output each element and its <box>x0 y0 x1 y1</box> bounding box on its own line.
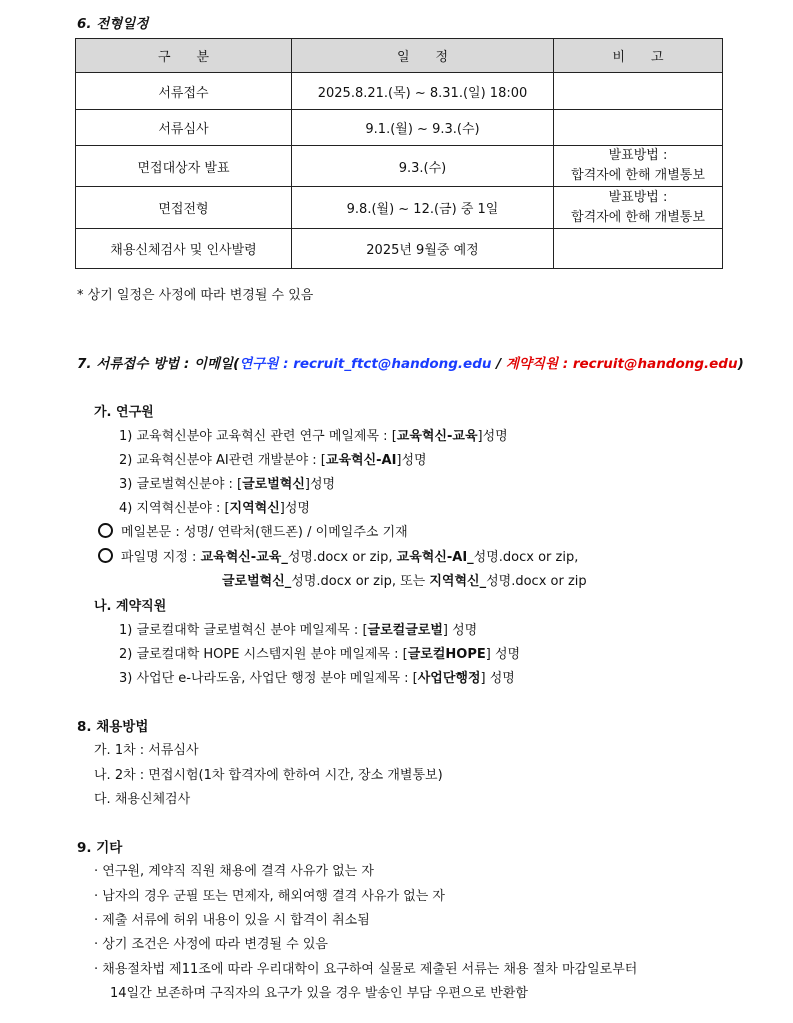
row-remarks <box>554 146 723 187</box>
row-remarks <box>554 187 723 229</box>
row-category: 면접전형 <box>76 187 292 229</box>
circle-bullet-icon <box>98 523 113 538</box>
table-row <box>76 73 723 110</box>
row-schedule: 2025.8.21.(목) ~ 8.31.(일) 18:00 <box>292 73 554 110</box>
row-remarks <box>554 73 723 110</box>
row-category: 면접대상자 발표 <box>76 146 292 187</box>
table-row <box>76 146 723 187</box>
title-separator: / <box>491 356 506 372</box>
row-category: 채용신체검사 및 인사발령 <box>76 229 292 269</box>
researcher-item: 4) 지역혁신분야 : [지역혁신]성명 <box>119 501 310 516</box>
remarks-line-1: 발표방법 : <box>608 189 668 205</box>
contract-heading: 나. 계약직원 <box>94 599 167 614</box>
row-category: 서류접수 <box>76 73 292 110</box>
etc-item-cont: 14일간 보존하며 구직자의 요구가 있을 경우 발송인 부담 우편으로 반환함 <box>110 986 528 1001</box>
schedule-footnote: * 상기 일정은 사정에 따라 변경될 수 있음 <box>77 288 314 303</box>
header-category: 구 분 <box>76 39 292 73</box>
researcher-label: 연구원 : <box>239 356 294 372</box>
row-schedule: 9.1.(월) ~ 9.3.(수) <box>292 110 554 146</box>
row-schedule: 2025년 9월중 예정 <box>292 229 554 269</box>
row-category: 서류심사 <box>76 110 292 146</box>
section-6-title: 6. 전형일정 <box>77 16 149 32</box>
etc-item: · 남자의 경우 군필 또는 면제자, 해외여행 결격 사유가 없는 자 <box>94 889 445 904</box>
etc-item: · 연구원, 계약직 직원 채용에 결격 사유가 없는 자 <box>94 864 374 879</box>
header-remarks: 비 고 <box>554 39 723 73</box>
section-8-title: 8. 채용방법 <box>77 719 149 735</box>
schedule-table <box>75 38 723 269</box>
contract-email[interactable]: recruit@handong.edu <box>572 356 738 372</box>
table-row <box>76 229 723 269</box>
file-name-note: 파일명 지정 : 교육혁신-교육_성명.docx or zip, 교육혁신-AI_성명.docx or zip, <box>98 546 578 565</box>
method-item: 가. 1차 : 서류심사 <box>94 743 199 758</box>
researcher-item: 1) 교육혁신분야 교육혁신 관련 연구 메일제목 : [교육혁신-교육]성명 <box>119 429 508 444</box>
etc-item: · 상기 조건은 사정에 따라 변경될 수 있음 <box>94 937 328 952</box>
section-7-title <box>77 352 744 372</box>
circle-bullet-icon <box>98 548 113 563</box>
etc-item: · 채용절차법 제11조에 따라 우리대학이 요구하여 실물로 제출된 서류는 채용 절차 마감일로부터 <box>94 962 638 977</box>
row-remarks <box>554 110 723 146</box>
mail-body-note: 메일본문 : 성명/ 연락처(핸드폰) / 이메일주소 기재 <box>98 521 408 540</box>
remarks-line-1: 발표방법 : <box>608 148 668 163</box>
row-remarks <box>554 229 723 269</box>
method-item: 다. 채용신체검사 <box>94 792 191 807</box>
researcher-item: 2) 교육혁신분야 AI관련 개발분야 : [교육혁신-AI]성명 <box>119 453 427 468</box>
researcher-email[interactable]: recruit_ftct@handong.edu <box>293 356 492 372</box>
contract-item: 1) 글로컬대학 글로벌혁신 분야 메일제목 : [글로컬글로벌] 성명 <box>119 623 478 638</box>
title-suffix: ) <box>737 356 744 372</box>
etc-item: · 제출 서류에 허위 내용이 있을 시 합격이 취소됨 <box>94 913 370 928</box>
row-schedule: 9.3.(수) <box>292 146 554 187</box>
table-row <box>76 187 723 229</box>
contract-item: 3) 사업단 e-나라도움, 사업단 행정 분야 메일제목 : [사업단행정] 성명 <box>119 671 515 686</box>
contract-item: 2) 글로컬대학 HOPE 시스템지원 분야 메일제목 : [글로컬HOPE] 성명 <box>119 647 521 662</box>
header-schedule: 일 정 <box>292 39 554 73</box>
row-schedule: 9.8.(월) ~ 12.(금) 중 1일 <box>292 187 554 229</box>
contract-label: 계약직원 : <box>505 356 573 372</box>
table-header-row <box>76 39 723 73</box>
remarks-line-2: 합격자에 한해 개별통보 <box>571 209 705 225</box>
researcher-item: 3) 글로벌혁신분야 : [글로벌혁신]성명 <box>119 477 336 492</box>
file-name-note-cont: 글로벌혁신_성명.docx or zip, 또는 지역혁신_성명.docx or zip <box>222 574 587 589</box>
table-row <box>76 110 723 146</box>
section-9-title: 9. 기타 <box>77 840 123 856</box>
method-item: 나. 2차 : 면접시험(1차 합격자에 한하여 시간, 장소 개별통보) <box>94 768 443 783</box>
title-prefix: 7. 서류접수 방법 : 이메일( <box>77 356 240 372</box>
researcher-heading: 가. 연구원 <box>94 405 154 420</box>
remarks-line-2: 합격자에 한해 개별통보 <box>571 168 705 183</box>
